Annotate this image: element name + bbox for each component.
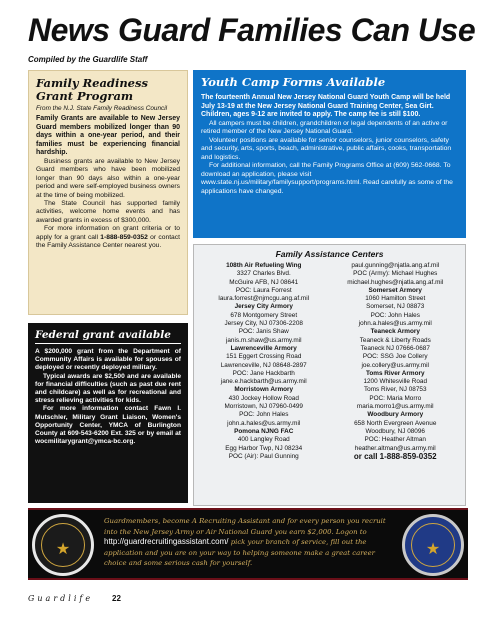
fac-detail: 3327 Charles Blvd.	[236, 270, 291, 278]
footer-magazine: Guardlife	[28, 594, 94, 603]
fac-detail: Toms River, NJ 08753	[363, 386, 427, 394]
fac-location-name: Woodbury Armory	[367, 411, 424, 419]
fac-location-name: Toms River Armory	[365, 369, 425, 377]
family-readiness-paragraph: The State Council has supported family activities, welcome home events and has awarded grants in excess of $300,000.	[36, 200, 180, 224]
fac-detail: janis.m.shaw@us.army.mil	[225, 336, 302, 344]
fac-detail: 658 North Evergreen Avenue	[354, 419, 437, 427]
family-readiness-contact	[36, 225, 180, 250]
fac-location-name: Teaneck Armory	[370, 328, 420, 336]
fac-detail: joe.collery@us.army.mil	[361, 361, 429, 369]
fac-column-right	[332, 262, 460, 461]
youth-camp-paragraph: Volunteer positions are available for senior counselors, junior counselors, safety and security, arts, sports, beach, administrative, public affairs, cooks, transportation and logistics.	[201, 136, 452, 161]
youth-camp-lead: The fourteenth Annual New Jersey National Guard Youth Camp will be held July 13-19 at the New Jersey National Guard Training Center, Sea Girt. Children, ages 9-12 are invited to apply. The camp fee is still $100.	[201, 94, 451, 118]
family-readiness-paragraph: Business grants are available to New Jersey Guard members who have been mobilized longer than 90 days also within a one-year period and were self-employed business owners at the time of being mobilized.	[36, 157, 180, 199]
youth-camp-box	[193, 70, 466, 238]
youth-camp-heading: Youth Camp Forms Available	[201, 75, 386, 89]
fac-detail: jane.e.hackbarth@us.army.mil	[220, 378, 307, 386]
federal-grant-paragraph: A $200,000 grant from the Department of Community Affairs is available for spouses of deployed or recently deployed military.	[35, 348, 181, 372]
federal-grant-paragraph: Typical awards are $2,500 and are available for financial difficulties (such as past due rent and childcare) as well as for recreational and stress relieving activities for kids.	[35, 372, 181, 405]
fac-detail: POC: SSG Joe Collery	[362, 353, 428, 361]
recruiting-banner	[28, 508, 468, 580]
family-readiness-lead: Family Grants are available to New Jersey Guard members mobilized longer than 90 days within a one-year period, and their families must be experiencing financial hardship.	[36, 115, 180, 157]
fac-location-name: 108th Air Refueling Wing	[226, 262, 302, 269]
fac-detail: Morristown, NJ 07960-0499	[224, 403, 303, 411]
fac-heading: Family Assistance Centers	[275, 249, 384, 259]
fac-detail: laura.forrest@njmcgu.ang.af.mil	[218, 295, 310, 303]
fac-phone: or call 1-888-859-0352	[353, 451, 437, 461]
fac-detail: Egg Harbor Twp, NJ 08234	[225, 444, 303, 452]
fac-detail: Jersey City, NJ 07306-2208	[224, 320, 303, 328]
youth-camp-paragraph: For additional information, call the Family Programs Office at (609) 562-0668. To download an application, please visit www.state.nj.us/military/familysupport/programs.html. Read carefully as some of the applications have changed.	[201, 162, 453, 195]
fac-location-name: Lawrenceville Armory	[230, 344, 297, 352]
fac-detail: McGuire AFB, NJ 08641	[229, 278, 299, 286]
family-readiness-source: From the N.J. State Family Readiness Council	[36, 105, 168, 112]
family-assistance-centers-box	[193, 244, 466, 506]
family-readiness-heading: Family Readiness Grant Program	[36, 76, 148, 103]
air-national-guard-seal-icon: ★	[402, 514, 464, 576]
federal-grant-contact: For more information contact Fawn I. Mutschler, Military Grant Liaison, Women's Opportunity Center, YMCA of Burlington County at 609-543-6200 Ext. 325 or by email at wocmilitarygrant@ymca-bc.org.	[35, 405, 181, 446]
fac-detail: michael.hughes@njatla.ang.af.mil	[347, 278, 444, 286]
page-number: 22	[112, 594, 121, 603]
banner-text	[104, 516, 396, 569]
fac-detail: POC: Heather Altman	[364, 436, 426, 444]
federal-grant-heading: Federal grant available	[35, 329, 181, 344]
fac-detail: POC (Army): Michael Hughes	[353, 270, 438, 278]
fac-location-name: Jersey City Armory	[234, 303, 293, 311]
fac-detail: Teaneck NJ 07666-0687	[360, 344, 430, 352]
contact-phone: 1-888-859-0352	[100, 233, 148, 241]
fac-column-left	[200, 262, 328, 461]
contact-text: For more information on grant criteria or to apply for a grant call	[36, 225, 180, 241]
fac-detail: 678 Montgomery Street	[230, 311, 298, 319]
fac-detail: john.a.hales@us.army.mil	[358, 320, 432, 328]
fac-detail: POC: Maria Morro	[369, 394, 422, 402]
contact-text: or contact the Family Assistance Center nearest you.	[36, 233, 180, 250]
fac-detail: 1200 Whitesville Road	[363, 378, 428, 386]
army-national-guard-seal-icon: ★	[32, 514, 94, 576]
fac-detail: POC: John Hales	[370, 311, 420, 319]
fac-detail: 400 Langley Road	[237, 436, 290, 444]
fac-detail: heather.altman@us.army.mil	[354, 444, 436, 452]
fac-detail: Teaneck & Liberty Roads	[359, 336, 431, 344]
fac-detail: maria.morro1@us.army.mil	[356, 403, 434, 411]
fac-detail: Woodbury, NJ 08096	[365, 427, 425, 435]
fac-detail: POC: Jane Hackbarth	[232, 369, 295, 377]
fac-detail: 1060 Hamilton Street	[365, 295, 426, 303]
page-title: News Guard Families Can Use	[28, 12, 476, 48]
fac-location-name: Pomona NJNG FAC	[234, 427, 294, 435]
fac-location-name: Somerset Armory	[368, 286, 422, 294]
banner-line: pick your branch of service, fill out the application and you are on your way to helping someone make a great career choice and some serious cash for yourself.	[104, 538, 375, 567]
fac-detail: 151 Eggert Crossing Road	[226, 353, 302, 361]
fac-detail: POC: John Hales	[239, 411, 289, 419]
fac-detail: Somerset, NJ 08873	[366, 303, 425, 311]
family-readiness-box	[28, 70, 188, 315]
banner-line: Guardmembers, become A Recruiting Assistant and for every person you recruit into the New Jersey Army or Air National Guard you earn $2,000. Logon to	[104, 517, 386, 536]
byline: Compiled by the Guardlife Staff	[28, 55, 148, 64]
fac-detail: Lawrenceville, NJ 08648-2897	[220, 361, 307, 369]
fac-location-name: Morristown Armory	[234, 386, 294, 394]
fac-detail: john.a.hales@us.army.mil	[227, 419, 301, 427]
fac-detail: POC (Air): Paul Gunning	[228, 452, 299, 460]
fac-detail: paul.gunning@njatla.ang.af.mil	[351, 262, 440, 269]
fac-detail: POC: Laura Forrest	[235, 286, 292, 294]
recruiting-link[interactable]: http://guardrecruitingassistant.com/	[104, 537, 229, 546]
fac-detail: 430 Jockey Hollow Road	[228, 394, 299, 402]
youth-camp-paragraph: All campers must be children, grandchildren or legal dependents of an active or retired member of the New Jersey National Guard.	[201, 119, 448, 135]
fac-detail: POC: Janis Shaw	[238, 328, 289, 336]
federal-grant-box	[28, 323, 188, 503]
